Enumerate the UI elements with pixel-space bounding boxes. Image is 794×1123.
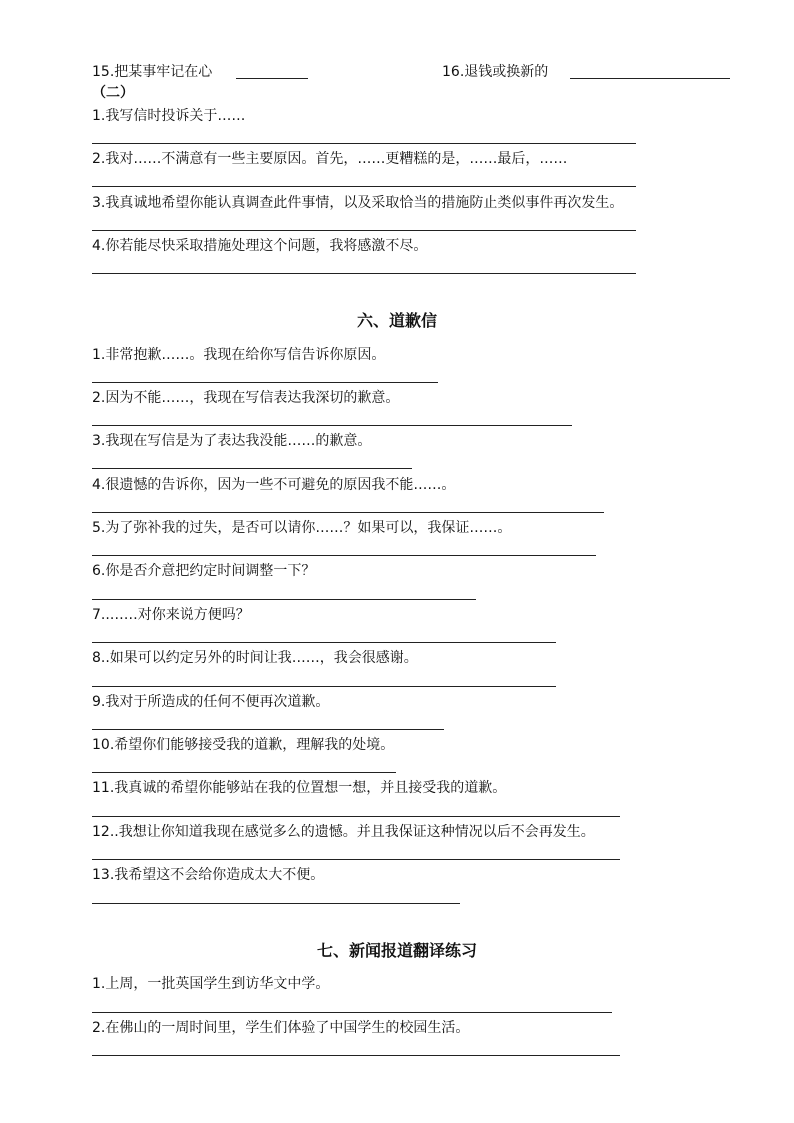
apology-heading: 六、道歉信 [356, 311, 437, 330]
complaint-answer-line-3 [92, 230, 636, 231]
complaint-item-4: 4.你若能尽快采取措施处理这个问题，我将感激不尽。 [92, 238, 428, 254]
apology-answer-line-8 [92, 686, 556, 687]
apology-item-9: 9.我对于所造成的任何不便再次道歉。 [92, 694, 330, 710]
apology-answer-line-11 [92, 816, 620, 817]
apology-answer-line-2 [92, 425, 572, 426]
apology-answer-line-1 [92, 382, 438, 383]
apology-answer-line-4 [92, 512, 604, 513]
apology-item-12: 12..我想让你知道我现在感觉多么的遗憾。并且我保证这种情况以后不会再发生。 [92, 824, 595, 840]
complaint-answer-line-2 [92, 186, 636, 187]
complaint-item-1: 1.我写信时投诉关于…… [92, 108, 246, 124]
item-15-answer-line [236, 78, 308, 79]
apology-answer-line-12 [92, 859, 620, 860]
apology-item-4: 4.很遗憾的告诉你，因为一些不可避免的原因我不能……。 [92, 477, 456, 493]
news-heading: 七、新闻报道翻译练习 [316, 941, 477, 960]
complaint-item-3: 3.我真诚地希望你能认真调查此件事情，以及采取恰当的措施防止类似事件再次发生。 [92, 195, 624, 211]
apology-item-3: 3.我现在写信是为了表达我没能……的歉意。 [92, 433, 372, 449]
sub-heading: （二） [92, 85, 134, 101]
item-16-answer-line [570, 78, 730, 79]
item-16-text: 16.退钱或换新的 [442, 64, 549, 80]
apology-item-1: 1.非常抱歉……。我现在给你写信告诉你原因。 [92, 347, 386, 363]
apology-answer-line-6 [92, 599, 476, 600]
apology-answer-line-9 [92, 729, 444, 730]
apology-item-8: 8..如果可以约定另外的时间让我……，我会很感谢。 [92, 650, 418, 666]
apology-item-13: 13.我希望这不会给你造成太大不便。 [92, 867, 325, 883]
news-item-1: 1.上周，一批英国学生到访华文中学。 [92, 976, 330, 992]
complaint-answer-line-1 [92, 143, 636, 144]
news-answer-line-2 [92, 1055, 620, 1056]
apology-answer-line-3 [92, 468, 412, 469]
apology-answer-line-13 [92, 903, 460, 904]
apology-item-2: 2.因为不能……，我现在写信表达我深切的歉意。 [92, 390, 400, 406]
apology-item-7: 7..……对你来说方便吗？ [92, 607, 250, 623]
news-answer-line-1 [92, 1012, 612, 1013]
complaint-item-2: 2.我对……不满意有一些主要原因。首先，……更糟糕的是，……最后，…… [92, 151, 568, 167]
apology-answer-line-10 [92, 772, 396, 773]
apology-item-10: 10.希望你们能够接受我的道歉，理解我的处境。 [92, 737, 395, 753]
complaint-answer-line-4 [92, 273, 636, 274]
item-15-text: 15.把某事牢记在心 [92, 64, 213, 80]
apology-answer-line-5 [92, 555, 596, 556]
apology-answer-line-7 [92, 642, 556, 643]
apology-item-5: 5.为了弥补我的过失，是否可以请你……？如果可以，我保证……。 [92, 520, 512, 536]
news-item-2: 2.在佛山的一周时间里，学生们体验了中国学生的校园生活。 [92, 1020, 470, 1036]
apology-item-11: 11.我真诚的希望你能够站在我的位置想一想，并且接受我的道歉。 [92, 780, 507, 796]
apology-item-6: 6.你是否介意把约定时间调整一下？ [92, 563, 316, 579]
